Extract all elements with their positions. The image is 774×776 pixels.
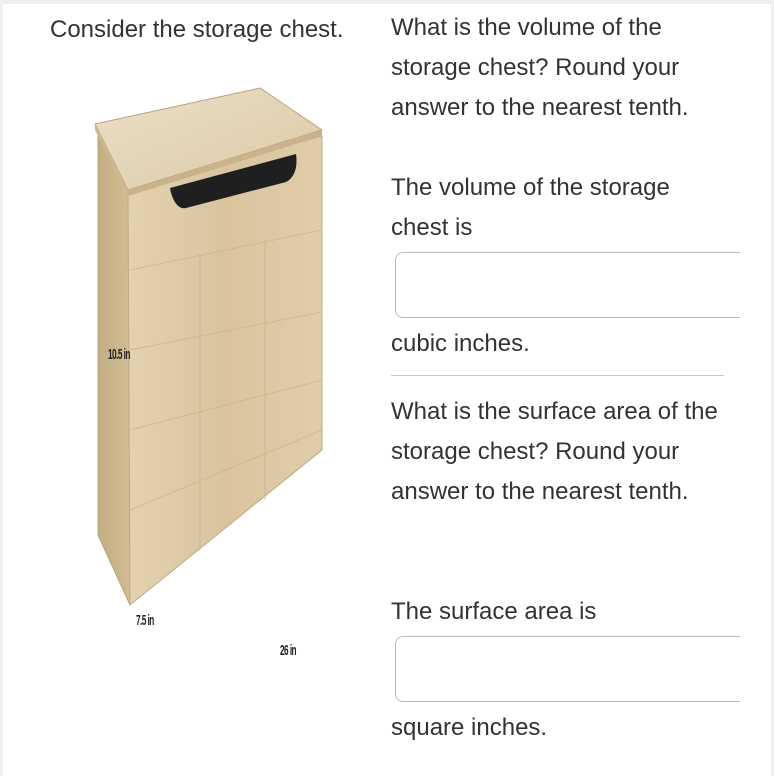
- depth-dimension-label: 7.5 in: [136, 612, 154, 629]
- window-top-border: [0, 0, 774, 4]
- question-divider: [391, 375, 724, 376]
- window-left-border: [0, 0, 3, 776]
- surface-area-unit-label: square inches.: [391, 714, 548, 741]
- width-dimension-label: 26 in: [280, 642, 297, 659]
- volume-answer-input[interactable]: [395, 252, 740, 318]
- surface-area-answer-stem: The surface area is: [391, 598, 597, 625]
- storage-chest-figure: [50, 80, 340, 659]
- problem-intro: Consider the storage chest.: [50, 16, 344, 43]
- volume-unit-label: cubic inches.: [391, 330, 530, 357]
- height-dimension-label: 10.5 in: [108, 346, 130, 363]
- storage-chest-image: [50, 80, 340, 620]
- surface-area-answer-input[interactable]: [395, 636, 740, 702]
- volume-question-prompt: What is the volume of the storage chest? Round your answer to the nearest tenth.: [391, 14, 689, 121]
- volume-answer-stem: The volume of the storage chest is: [391, 174, 670, 241]
- chest-side-face: [98, 124, 130, 605]
- chest-front-face: [128, 136, 322, 605]
- surface-area-question-prompt: What is the surface area of the storage chest? Round your answer to the nearest tenth.: [391, 398, 718, 505]
